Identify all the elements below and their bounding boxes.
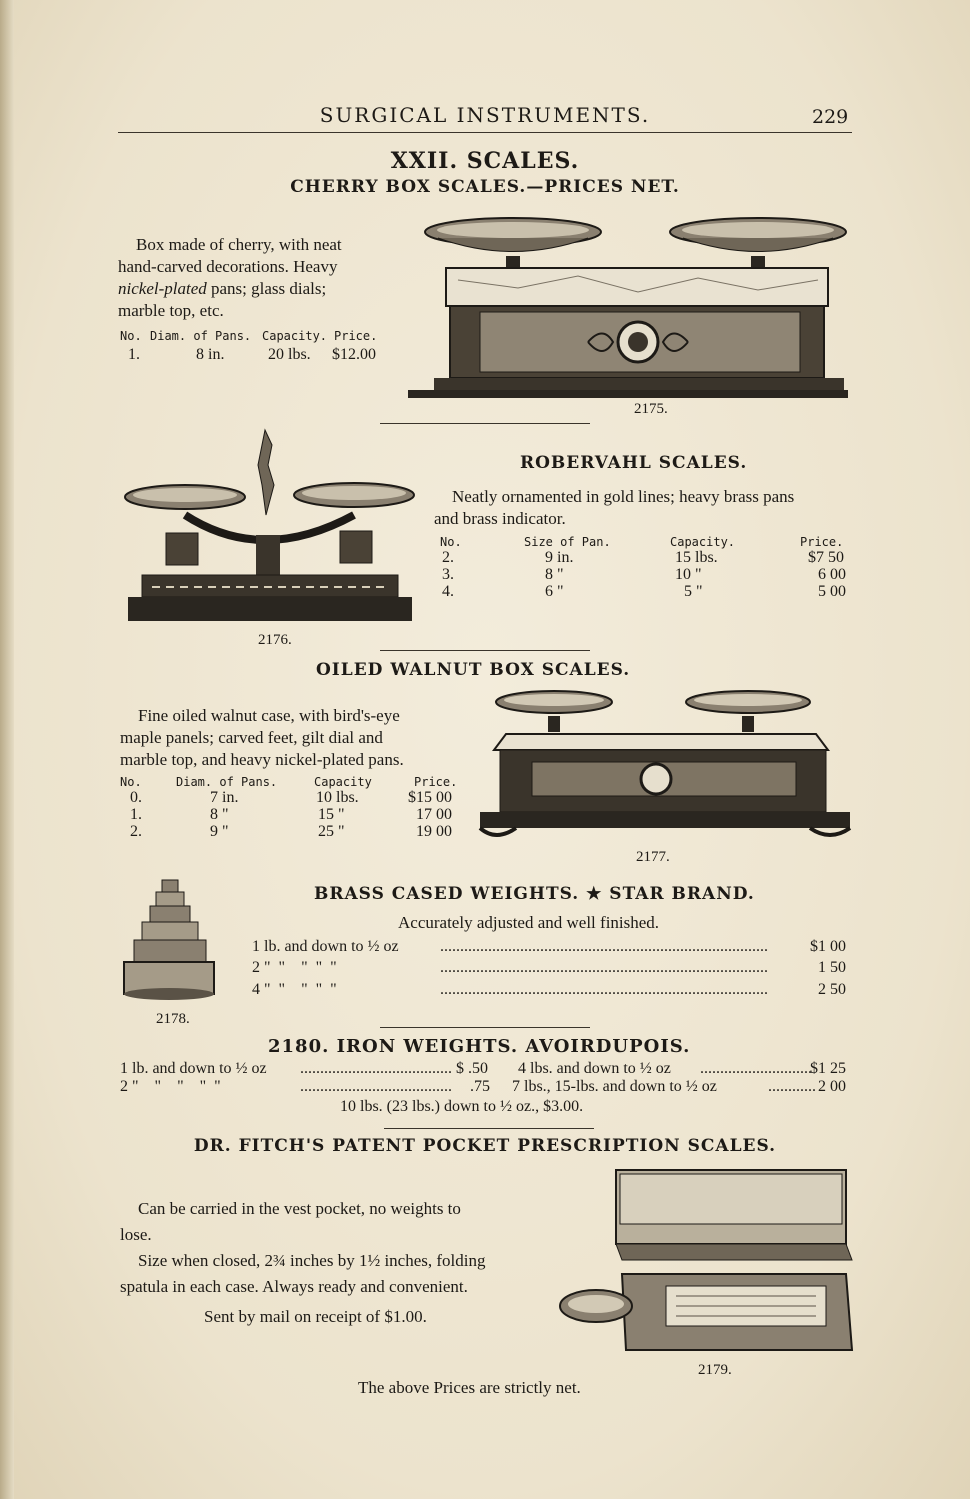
section-title: XXII. SCALES. (390, 148, 580, 174)
walnut-cell: 9 " (210, 823, 229, 840)
cherry-italic: nickel-plated (118, 279, 207, 298)
walnut-th-cap: Capacity (314, 775, 372, 789)
walnut-cell: 10 lbs. (316, 789, 359, 806)
robervahl-cell: 9 in. (545, 549, 574, 566)
robervahl-cell: 6 00 (818, 566, 846, 583)
brass-row-price: 2 50 (818, 981, 846, 998)
brass-row-label: 2 " " " " " (252, 959, 337, 976)
walnut-cell: 15 " (318, 806, 345, 823)
robervahl-cell: 5 00 (818, 583, 846, 600)
fitch-p1a: Can be carried in the vest pocket, no weights to (138, 1199, 461, 1218)
figure-2179-label: 2179. (698, 1362, 732, 1378)
robervahl-cell: $7 50 (808, 549, 844, 566)
iron-row3: 10 lbs. (23 lbs.) down to ½ oz., $3.00. (340, 1098, 584, 1115)
iron-row2-right: 7 lbs., 15-lbs. and down to ½ oz (512, 1078, 717, 1095)
iron-row1-left: 1 lb. and down to ½ oz (120, 1060, 267, 1077)
footer-note: The above Prices are strictly net. (358, 1378, 581, 1397)
robervahl-th-size: Size of Pan. (524, 535, 611, 549)
iron-row2-leader: ...................................... (300, 1078, 452, 1095)
iron-row1-price: $1 25 (810, 1060, 846, 1077)
brass-weights-illustration (118, 876, 218, 1004)
fitch-p2b: spatula in each case. Always ready and convenient. (120, 1277, 468, 1296)
iron-row2-leader-2: ............ (768, 1078, 816, 1095)
cherry-desc-line-2: hand-carved decorations. Heavy (118, 257, 338, 276)
walnut-box-scale-illustration (476, 686, 854, 846)
fitch-title: DR. FITCH'S PATENT POCKET PRESCRIPTION SCALES. (193, 1136, 777, 1156)
cherry-cell-diam: 8 in. (196, 346, 225, 363)
walnut-th-no: No. (120, 775, 142, 789)
iron-row2-price: 2 00 (818, 1078, 846, 1095)
figure-2177-label: 2177. (636, 849, 670, 865)
robervahl-th-cap: Capacity. (670, 535, 736, 549)
robervahl-title: ROBERVAHL SCALES. (520, 453, 748, 473)
brass-row-price: 1 50 (818, 959, 846, 976)
robervahl-cell: 2. (442, 549, 454, 566)
walnut-cell: 19 00 (416, 823, 452, 840)
cherry-box-scale-illustration (398, 210, 853, 405)
figure-2176-label: 2176. (258, 632, 292, 648)
robervahl-desc-line-1: Neatly ornamented in gold lines; heavy brass pans (452, 487, 795, 506)
figure-2175-label: 2175. (634, 401, 668, 417)
walnut-cell: 2. (130, 823, 142, 840)
robervahl-cell: 5 " (684, 583, 703, 600)
iron-row1-right: 4 lbs. and down to ½ oz (518, 1060, 671, 1077)
cherry-cell-cap: 20 lbs. (268, 346, 311, 363)
iron-row2-mid: .75 (470, 1078, 490, 1095)
cherry-th-diam: Diam. of Pans. (150, 329, 252, 343)
fitch-p2a: Size when closed, 2¾ inches by 1½ inches, folding (138, 1251, 486, 1270)
walnut-cell: 1. (130, 806, 142, 823)
divider-1 (380, 423, 590, 424)
pocket-scale-illustration (556, 1164, 854, 1364)
walnut-th-price: Price. (414, 775, 458, 789)
cherry-desc-line-3 (118, 278, 388, 300)
walnut-description (120, 705, 480, 771)
brass-row-label: 4 " " " " " (252, 981, 337, 998)
robervahl-cell: 6 " (545, 583, 564, 600)
walnut-desc-line: marble top, and heavy nickel-plated pans. (120, 750, 404, 769)
divider-2 (380, 650, 590, 651)
running-head: SURGICAL INSTRUMENTS. (319, 103, 651, 127)
brass-row-price: $1 00 (810, 938, 846, 955)
cherry-desc-line-4: marble top, etc. (118, 301, 224, 320)
robervahl-desc-line-2: and brass indicator. (434, 509, 566, 528)
header-rule (118, 132, 852, 133)
cherry-th-cap: Capacity. (262, 329, 328, 343)
robervahl-th-no: No. (440, 535, 462, 549)
page-number: 229 (812, 106, 849, 128)
section-subtitle: CHERRY BOX SCALES.—PRICES NET. (290, 177, 680, 197)
robervahl-cell: 15 lbs. (675, 549, 718, 566)
walnut-cell: 7 in. (210, 789, 239, 806)
walnut-th-diam: Diam. of Pans. (176, 775, 278, 789)
fitch-p1b: lose. (120, 1225, 152, 1244)
iron-row1-mid: $ .50 (456, 1060, 488, 1077)
brass-row-leader: .................................................................................. (440, 959, 768, 976)
cherry-desc-line-3-rest: pans; glass dials; (206, 279, 327, 298)
robervahl-scale-illustration (122, 425, 418, 635)
cherry-desc-line-1: Box made of cherry, with neat (136, 235, 342, 254)
fitch-p3: Sent by mail on receipt of $1.00. (204, 1307, 427, 1326)
divider-4 (384, 1128, 594, 1129)
robervahl-cell: 8 " (545, 566, 564, 583)
brass-row-leader: .................................................................................. (440, 938, 768, 955)
cherry-description (118, 234, 388, 322)
walnut-cell: $15 00 (408, 789, 452, 806)
walnut-cell: 0. (130, 789, 142, 806)
walnut-title: OILED WALNUT BOX SCALES. (316, 660, 631, 680)
walnut-desc-line: Fine oiled walnut case, with bird's-eye (138, 706, 400, 725)
book-spine-shadow (0, 0, 14, 1499)
iron-row1-leader-2: ............................ (700, 1060, 812, 1077)
iron-title: 2180. IRON WEIGHTS. AVOIRDUPOIS. (268, 1036, 691, 1057)
brass-subtitle: Accurately adjusted and well finished. (398, 913, 660, 932)
divider-3 (380, 1027, 590, 1028)
figure-2178-label: 2178. (156, 1011, 190, 1027)
cherry-th-price: Price. (334, 329, 378, 343)
cherry-cell-price: $12.00 (332, 346, 376, 363)
robervahl-cell: 4. (442, 583, 454, 600)
cherry-cell-no: 1. (128, 346, 140, 363)
robervahl-cell: 10 " (675, 566, 702, 583)
walnut-cell: 8 " (210, 806, 229, 823)
brass-row-leader: .................................................................................. (440, 981, 768, 998)
brass-row-label: 1 lb. and down to ½ oz (252, 938, 399, 955)
robervahl-th-price: Price. (800, 535, 844, 549)
cherry-th-no: No. (120, 329, 142, 343)
walnut-cell: 25 " (318, 823, 345, 840)
robervahl-cell: 3. (442, 566, 454, 583)
walnut-cell: 17 00 (416, 806, 452, 823)
iron-row1-leader: ...................................... (300, 1060, 452, 1077)
walnut-desc-line: maple panels; carved feet, gilt dial and (120, 728, 383, 747)
iron-row2-left: 2 " " " " " (120, 1078, 221, 1095)
fitch-description (120, 1196, 550, 1330)
brass-title: BRASS CASED WEIGHTS. ★ STAR BRAND. (314, 884, 755, 904)
